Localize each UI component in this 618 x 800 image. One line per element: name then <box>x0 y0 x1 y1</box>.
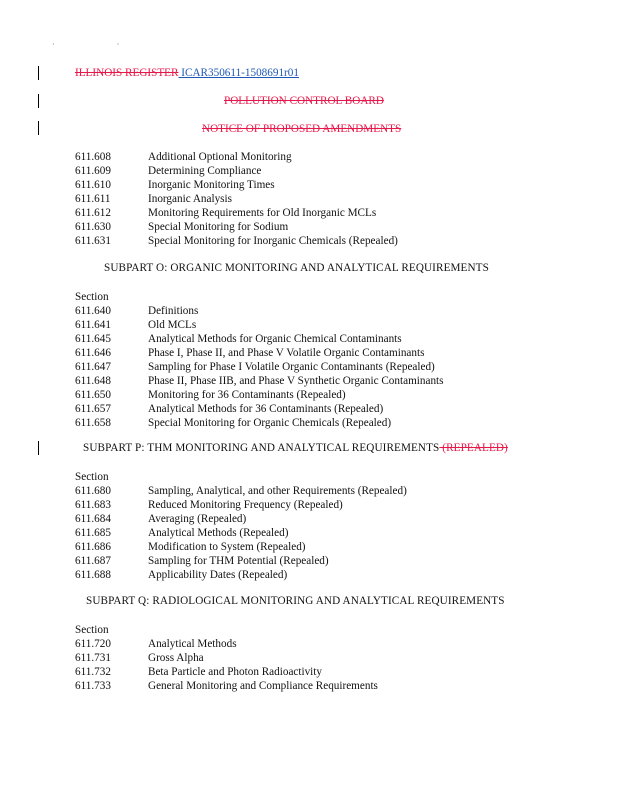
section-title: Special Monitoring for Inorganic Chemicals (Repealed) <box>148 235 398 247</box>
list-item <box>75 234 398 248</box>
section-number: 611.641 <box>75 319 111 331</box>
section-title: Old MCLs <box>148 319 197 331</box>
section-number: 611.650 <box>75 389 111 401</box>
section-title: General Monitoring and Compliance Requirements <box>148 680 378 692</box>
section-number: 611.645 <box>75 333 111 345</box>
section-label: Section <box>75 291 109 303</box>
list-item <box>75 150 398 164</box>
section-number: 611.686 <box>75 541 111 553</box>
section-number: 611.731 <box>75 652 111 664</box>
list-item <box>75 206 398 220</box>
section-number: 611.608 <box>75 151 111 163</box>
section-list-thm <box>75 470 407 582</box>
change-bar <box>38 441 39 455</box>
section-title: Averaging (Repealed) <box>148 513 247 525</box>
section-number: 611.687 <box>75 555 111 567</box>
section-number: 611.680 <box>75 485 111 497</box>
section-number: 611.684 <box>75 513 111 525</box>
section-title: Additional Optional Monitoring <box>148 151 292 163</box>
list-item <box>75 526 407 540</box>
section-number: 611.658 <box>75 417 111 429</box>
section-list-radiological <box>75 623 378 693</box>
list-item <box>75 360 444 374</box>
list-item <box>75 512 407 526</box>
list-item <box>75 651 378 665</box>
section-title: Inorganic Monitoring Times <box>148 179 275 191</box>
section-title: Special Monitoring for Organic Chemicals (Repealed) <box>148 417 392 429</box>
register-line <box>75 67 299 79</box>
subpart-q-heading: SUBPART Q: RADIOLOGICAL MONITORING AND ANALYTICAL REQUIREMENTS <box>86 595 505 607</box>
scan-specks: · · <box>52 40 150 49</box>
section-title: Sampling, Analytical, and other Requirements (Repealed) <box>148 485 407 497</box>
section-number: 611.733 <box>75 680 111 692</box>
section-title: Special Monitoring for Sodium <box>148 221 289 233</box>
notice-title <box>202 123 401 135</box>
section-number: 611.683 <box>75 499 111 511</box>
section-number: 611.647 <box>75 361 111 373</box>
list-item <box>75 402 444 416</box>
section-title: Monitoring for 36 Contaminants (Repealed) <box>148 389 346 401</box>
change-bar <box>38 121 39 135</box>
section-number: 611.688 <box>75 569 111 581</box>
section-number: 611.611 <box>75 193 111 205</box>
section-title: Phase II, Phase IIB, and Phase V Synthetic Organic Contaminants <box>148 375 444 387</box>
section-title: Determining Compliance <box>148 165 262 177</box>
section-number: 611.630 <box>75 221 111 233</box>
section-number: 611.732 <box>75 666 111 678</box>
section-list-organic <box>75 290 444 430</box>
section-number: 611.648 <box>75 375 111 387</box>
section-title: Monitoring Requirements for Old Inorganic MCLs <box>148 207 377 219</box>
section-title: Analytical Methods (Repealed) <box>148 527 289 539</box>
board-deleted: POLLUTION CONTROL BOARD <box>224 95 384 107</box>
section-label: Section <box>75 471 109 483</box>
section-number: 611.646 <box>75 347 111 359</box>
section-title: Modification to System (Repealed) <box>148 541 306 553</box>
list-item <box>75 637 378 651</box>
section-number: 611.612 <box>75 207 111 219</box>
list-item <box>75 178 398 192</box>
list-item <box>75 388 444 402</box>
list-item <box>75 554 407 568</box>
subpart-p-heading-text: SUBPART P: THM MONITORING AND ANALYTICAL REQUIREMENTS <box>83 442 440 454</box>
section-title: Sampling for THM Potential (Repealed) <box>148 555 329 567</box>
section-title: Phase I, Phase II, and Phase V Volatile Organic Contaminants <box>148 347 425 359</box>
list-item <box>75 568 407 582</box>
section-number: 611.631 <box>75 235 111 247</box>
list-item <box>75 484 407 498</box>
section-title: Reduced Monitoring Frequency (Repealed) <box>148 499 343 511</box>
list-item <box>75 220 398 234</box>
list-item <box>75 346 444 360</box>
change-bar <box>38 66 39 80</box>
board-title <box>224 95 384 107</box>
subpart-p-heading-deleted: (REPEALED) <box>439 442 508 454</box>
section-title: Definitions <box>148 305 199 317</box>
list-item <box>75 679 378 693</box>
section-title: Sampling for Phase I Volatile Organic Contaminants (Repealed) <box>148 361 435 373</box>
list-item <box>75 304 444 318</box>
register-inserted: ICAR350611-1508691r01 <box>178 67 299 79</box>
section-title: Analytical Methods <box>148 638 237 650</box>
section-title: Gross Alpha <box>148 652 204 664</box>
section-number: 611.640 <box>75 305 111 317</box>
list-item <box>75 332 444 346</box>
section-title: Analytical Methods for 36 Contaminants (Repealed) <box>148 403 384 415</box>
section-title: Beta Particle and Photon Radioactivity <box>148 666 322 678</box>
section-title: Inorganic Analysis <box>148 193 232 205</box>
section-number: 611.610 <box>75 179 111 191</box>
change-bar <box>38 94 39 108</box>
list-item <box>75 665 378 679</box>
list-item <box>75 318 444 332</box>
subpart-o-heading: SUBPART O: ORGANIC MONITORING AND ANALYTICAL REQUIREMENTS <box>104 262 489 274</box>
section-title: Applicability Dates (Repealed) <box>148 569 288 581</box>
section-number: 611.720 <box>75 638 111 650</box>
list-item <box>75 540 407 554</box>
list-item <box>75 192 398 206</box>
list-item <box>75 416 444 430</box>
register-deleted: ILLINOIS REGISTER <box>75 67 179 79</box>
list-item <box>75 164 398 178</box>
list-item <box>75 374 444 388</box>
subpart-p-heading <box>83 442 508 454</box>
section-number: 611.609 <box>75 165 111 177</box>
list-item <box>75 498 407 512</box>
section-number: 611.685 <box>75 527 111 539</box>
notice-deleted: NOTICE OF PROPOSED AMENDMENTS <box>202 123 402 135</box>
section-label: Section <box>75 624 109 636</box>
section-title: Analytical Methods for Organic Chemical Contaminants <box>148 333 402 345</box>
section-list-inorganic <box>75 150 398 248</box>
section-number: 611.657 <box>75 403 111 415</box>
